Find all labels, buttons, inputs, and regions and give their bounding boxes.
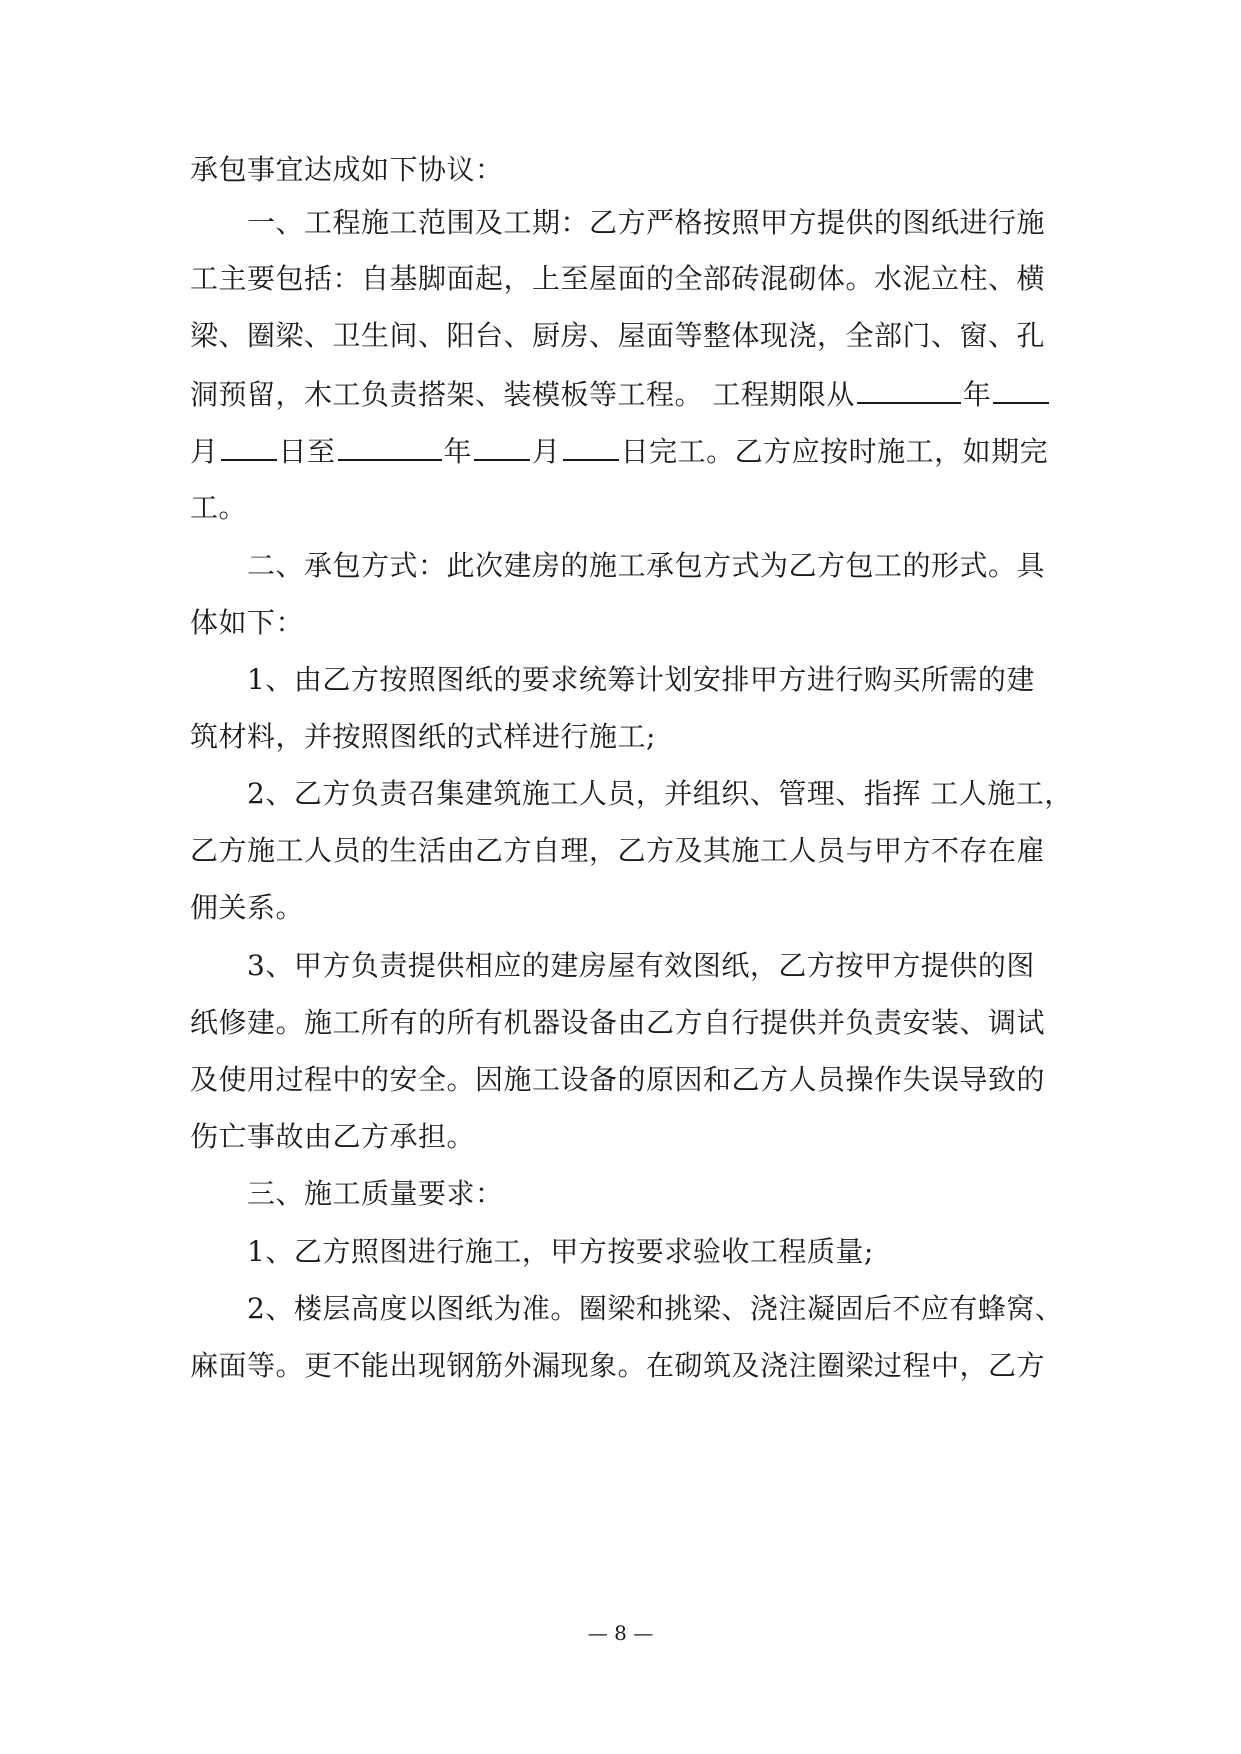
list-item-line: 2、楼层高度以图纸为准。圈梁和挑梁、浇注凝固后不应有蜂窝、: [247, 1292, 1064, 1325]
section-1-heading-line: 一、工程施工范围及工期：乙方严格按照甲方提供的图纸进行施: [247, 206, 1046, 239]
paragraph-line: 伤亡事故由乙方承担。: [190, 1120, 476, 1153]
paragraph-line: 体如下：: [190, 606, 305, 639]
paragraph-line: 及使用过程中的安全。因施工设备的原因和乙方人员操作失误导致的: [190, 1063, 1046, 1096]
page-number: — 8 —: [587, 1621, 654, 1645]
text-run: 洞预留，木工负责搭架、装模板等工程。 工程期限从: [190, 378, 855, 411]
list-item-line: 3、甲方负责提供相应的建房屋有效图纸，乙方按甲方提供的图: [247, 949, 1035, 982]
text-run: 月: [532, 435, 561, 468]
paragraph-line: 工主要包括：自基脚面起，上至屋面的全部砖混砌体。水泥立柱、横: [190, 262, 1046, 295]
paragraph-line: 筑材料，并按照图纸的式样进行施工;: [190, 720, 656, 753]
list-item-line: 1、由乙方按照图纸的要求统筹计划安排甲方进行购买所需的建: [247, 663, 1035, 696]
fill-blank: [338, 431, 442, 461]
paragraph-line: 纸修建。施工所有的所有机器设备由乙方自行提供并负责安装、调试: [190, 1006, 1046, 1039]
paragraph-line: 佣关系。: [190, 891, 305, 924]
section-2-heading-line: 二、承包方式：此次建房的施工承包方式为乙方包工的形式。具: [247, 549, 1046, 582]
paragraph-line: [190, 374, 1051, 415]
paragraph-line: 承包事宜达成如下协议：: [190, 153, 504, 186]
list-item-line: 1、乙方照图进行施工，甲方按要求验收工程质量;: [247, 1235, 874, 1268]
fill-blank: [993, 374, 1049, 404]
fill-blank: [474, 431, 530, 461]
text-run: 年: [962, 378, 992, 411]
fill-blank: [857, 374, 961, 404]
text-run: 日完工。乙方应按时施工，如期完: [620, 435, 1049, 468]
fill-blank: [563, 431, 619, 461]
paragraph-line: 麻面等。更不能出现钢筋外漏现象。在砌筑及浇注圈梁过程中，乙方: [190, 1349, 1046, 1382]
paragraph-line: [190, 431, 1048, 472]
paragraph-line: 工。: [190, 491, 248, 524]
paragraph-line: 乙方施工人员的生活由乙方自理，乙方及其施工人员与甲方不存在雇: [190, 834, 1046, 867]
fill-blank: [221, 431, 277, 461]
text-run: 月: [190, 435, 219, 468]
paragraph-line: 梁、圈梁、卫生间、阳台、厨房、屋面等整体现浇，全部门、窗、孔: [190, 319, 1046, 352]
list-item-line: 2、乙方负责召集建筑施工人员，并组织、管理、指挥 工人施工，: [247, 777, 1073, 810]
text-run: 年: [443, 435, 473, 468]
text-run: 日至: [278, 435, 336, 468]
section-3-heading-line: 三、施工质量要求：: [247, 1177, 504, 1210]
